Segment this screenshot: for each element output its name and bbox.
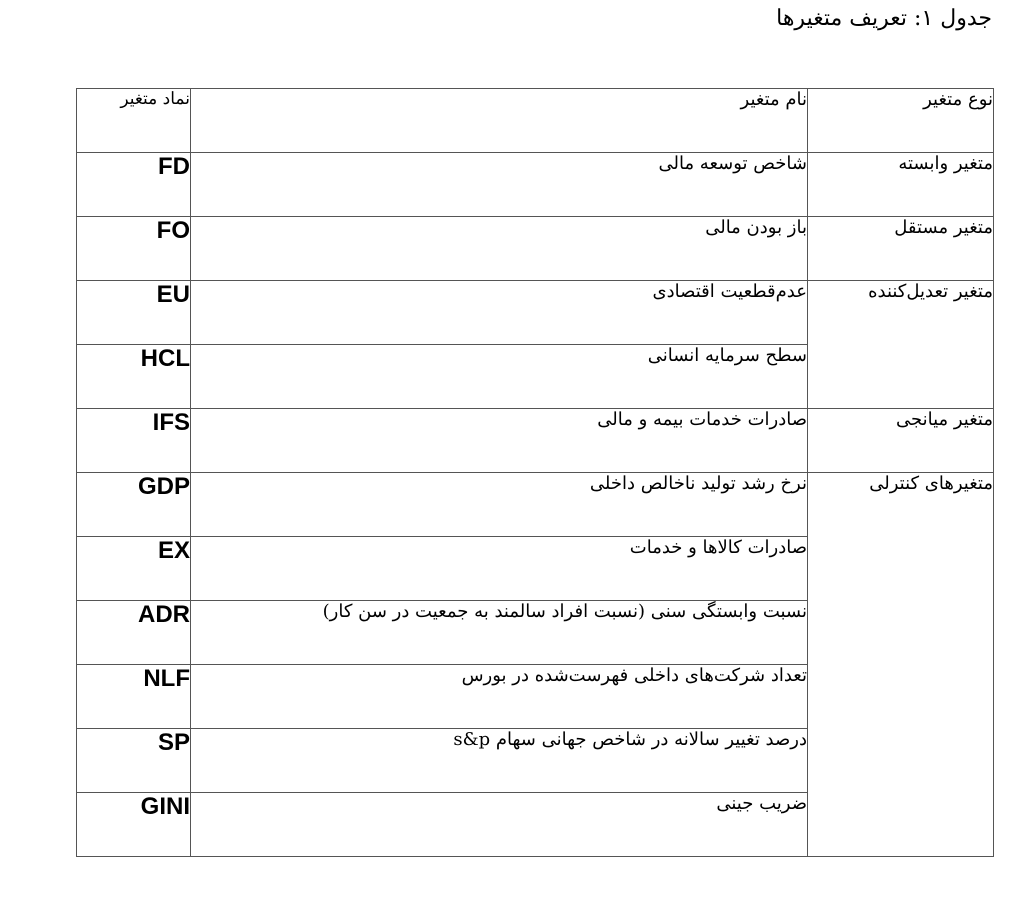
variable-name-cell: شاخص توسعه مالی (191, 153, 808, 217)
variable-symbol-cell: IFS (77, 409, 191, 473)
variable-symbol-cell: EU (77, 281, 191, 345)
table-row (77, 153, 994, 217)
table-row (77, 217, 994, 281)
header-name: نام متغیر (191, 89, 808, 153)
variables-table-body (77, 89, 994, 857)
variable-name-cell: تعداد شرکت‌های داخلی فهرست‌شده در بورس (191, 665, 808, 729)
variable-type-cell: متغیر میانجی (808, 409, 994, 473)
variable-name-cell: نسبت وابستگی سنی (نسبت افراد سالمند به جمعیت در سن کار) (191, 601, 808, 665)
variable-symbol-cell: SP (77, 729, 191, 793)
variable-type-cell: متغیر وابسته (808, 153, 994, 217)
variable-symbol-cell: GINI (77, 793, 191, 857)
variable-name-cell: ضریب جینی (191, 793, 808, 857)
variable-name-cell: باز بودن مالی (191, 217, 808, 281)
variable-symbol-cell: FO (77, 217, 191, 281)
variable-type-cell: متغیرهای کنترلی (808, 473, 994, 857)
variable-type-cell: متغیر تعدیل‌کننده (808, 281, 994, 409)
variable-name-cell: درصد تغییر سالانه در شاخص جهانی سهام s&p (191, 729, 808, 793)
variable-symbol-cell: HCL (77, 345, 191, 409)
table-header-row (77, 89, 994, 153)
table-row (77, 473, 994, 537)
variable-symbol-cell: EX (77, 537, 191, 601)
variable-name-cell: سطح سرمایه انسانی (191, 345, 808, 409)
variables-table (76, 88, 994, 857)
table-row (77, 409, 994, 473)
variable-symbol-cell: NLF (77, 665, 191, 729)
variable-name-cell: صادرات خدمات بیمه و مالی (191, 409, 808, 473)
variable-symbol-cell: GDP (77, 473, 191, 537)
table-caption: جدول ۱: تعریف متغیرها (776, 6, 992, 31)
table-row (77, 281, 994, 345)
variable-symbol-cell: ADR (77, 601, 191, 665)
variable-type-cell: متغیر مستقل (808, 217, 994, 281)
variable-name-cell: نرخ رشد تولید ناخالص داخلی (191, 473, 808, 537)
header-symbol: نماد متغیر (77, 89, 191, 153)
variable-symbol-cell: FD (77, 153, 191, 217)
header-type: نوع متغیر (808, 89, 994, 153)
variable-name-cell: صادرات کالاها و خدمات (191, 537, 808, 601)
variable-name-cell: عدم‌قطعیت اقتصادی (191, 281, 808, 345)
